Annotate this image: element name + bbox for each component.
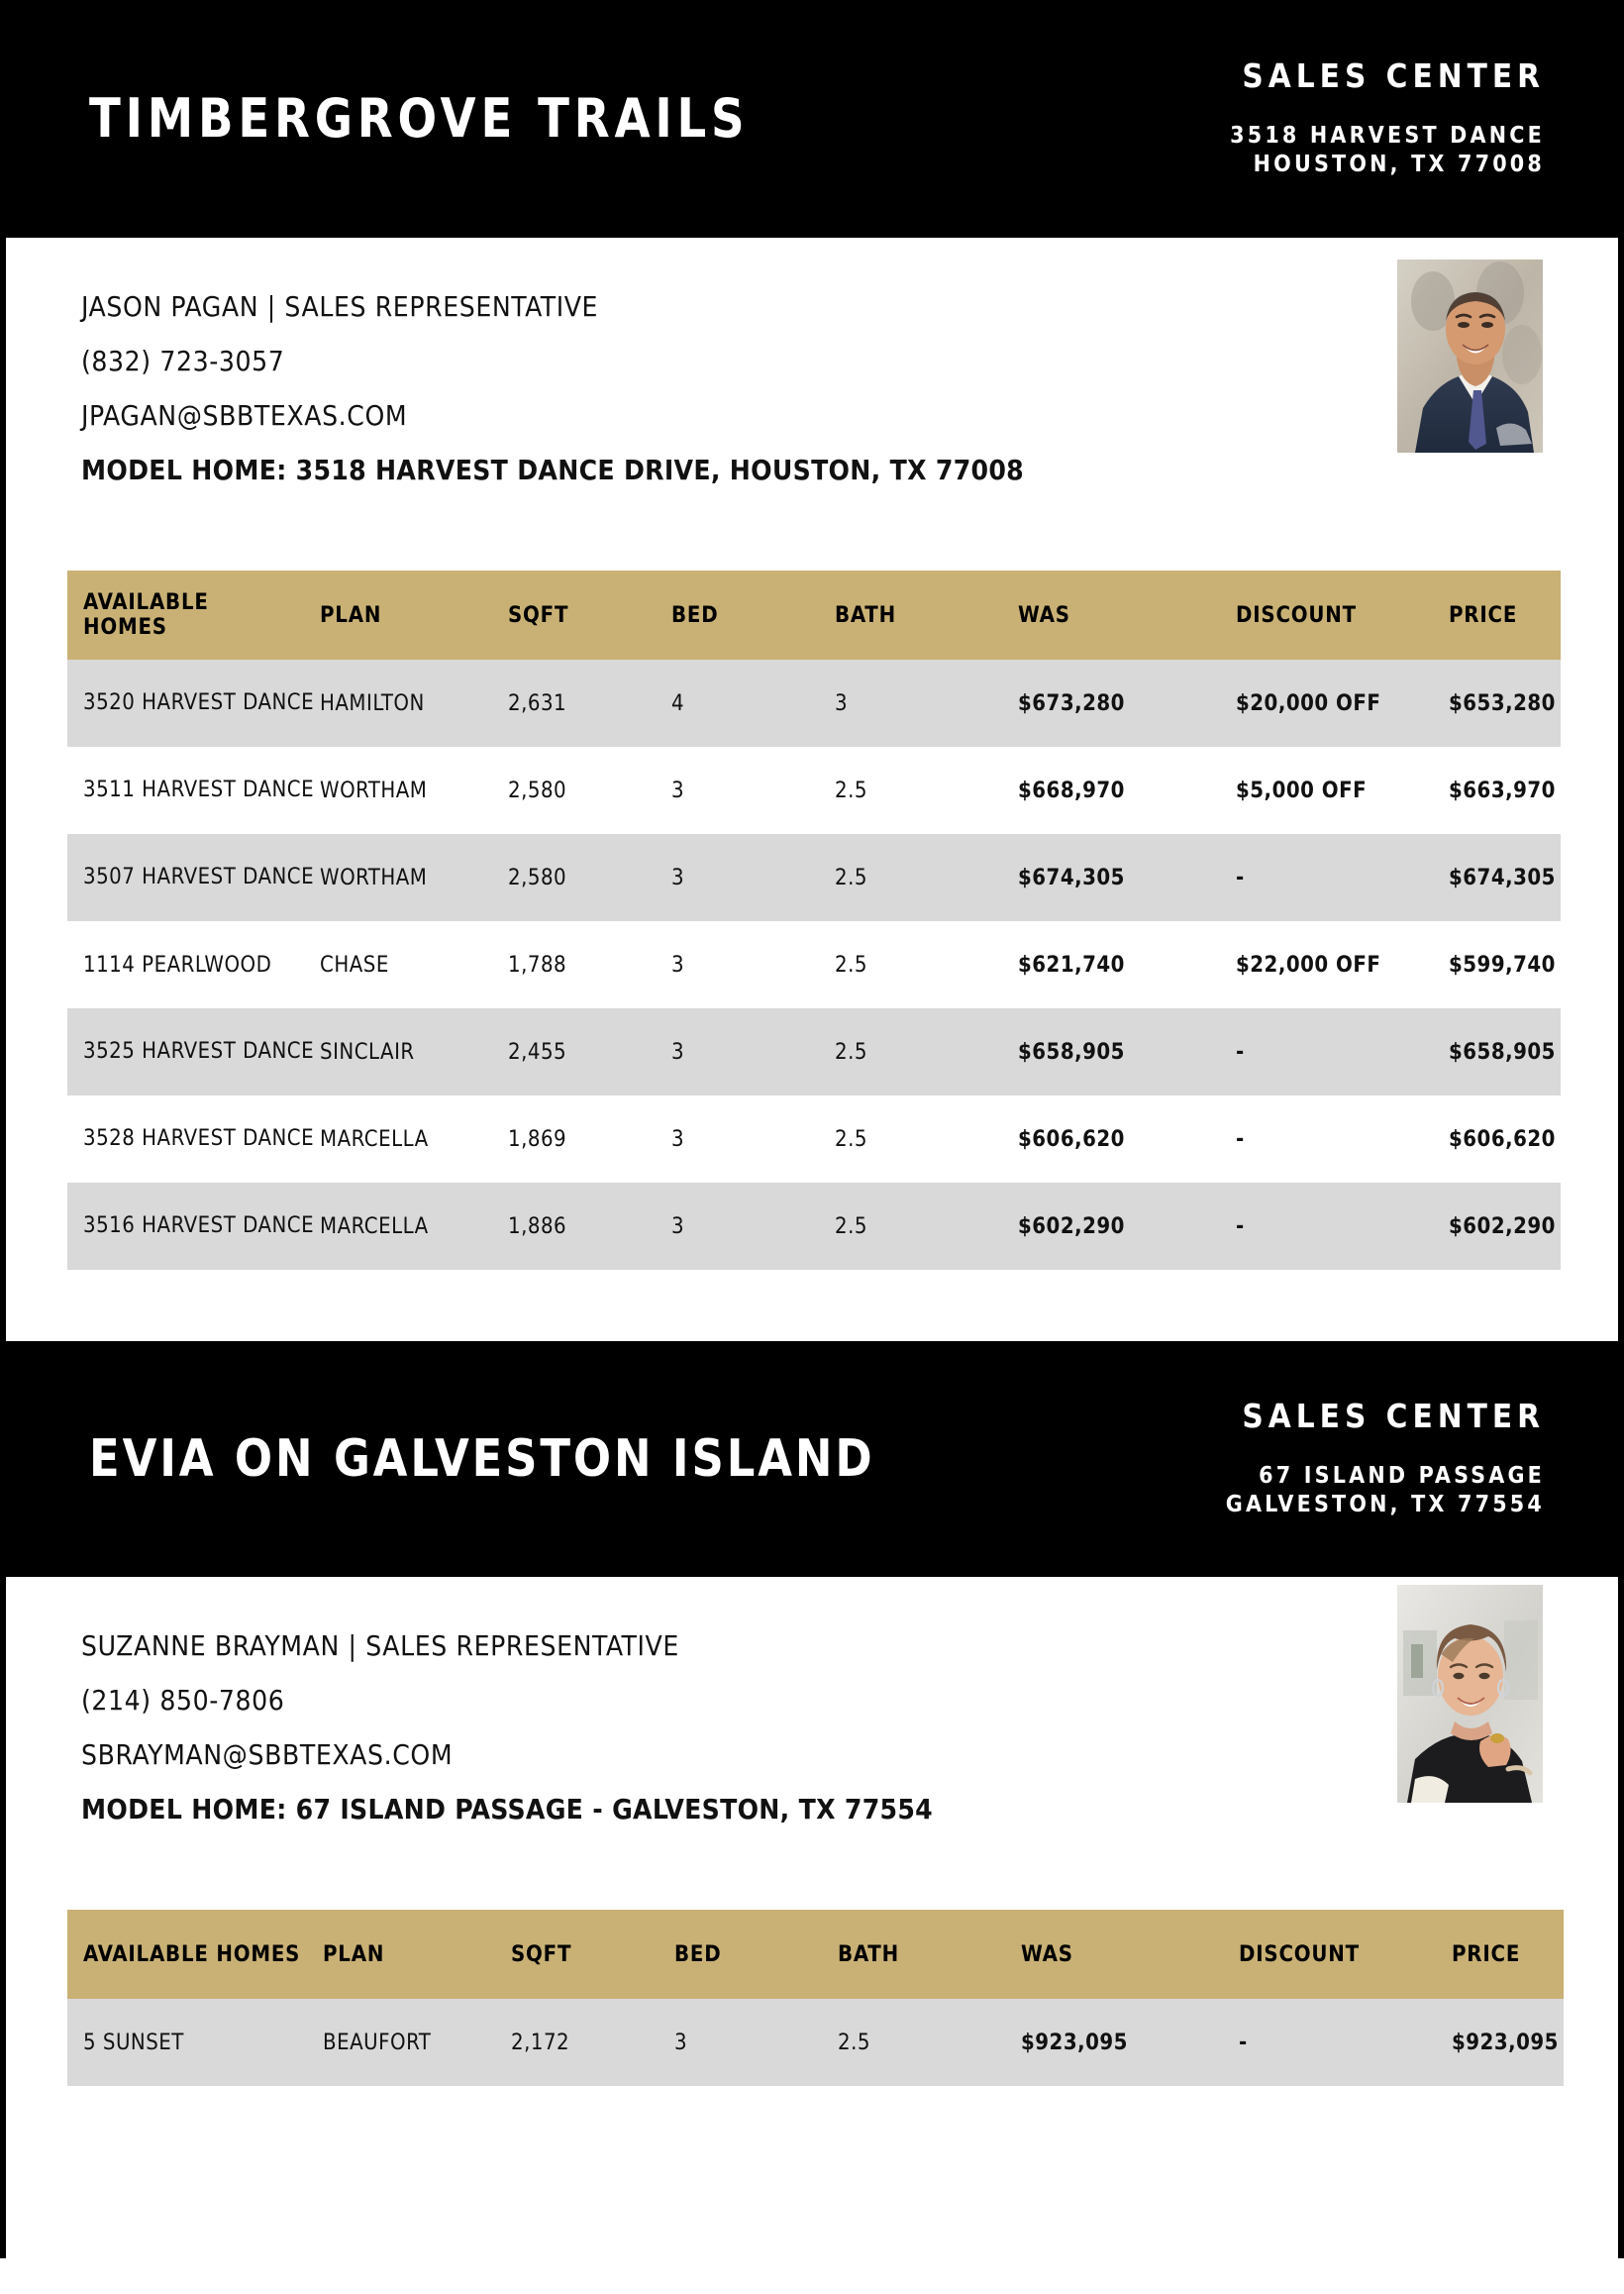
cell-discount: -: [1236, 1183, 1449, 1270]
col-header-price: PRICE: [1452, 1910, 1564, 1999]
table-row: [67, 921, 1561, 1008]
table-header-row: [67, 571, 1561, 660]
cell-bath: 3: [835, 660, 1018, 747]
table-row: [67, 1999, 1564, 2086]
cell-sqft: 2,580: [508, 747, 671, 834]
available-homes-table-evia: [67, 1910, 1564, 2086]
table-row: [67, 1183, 1561, 1270]
agent-email[interactable]: SBRAYMAN@SBBTEXAS.COM: [81, 1738, 454, 1771]
table-header-row: [67, 1910, 1564, 1999]
cell-price: $606,620: [1449, 1095, 1561, 1183]
cell-plan: WORTHAM: [320, 747, 508, 834]
cell-plan: MARCELLA: [320, 1095, 508, 1183]
headshot-image-woman: [1397, 1585, 1543, 1803]
table-body: [67, 660, 1561, 1270]
cell-plan: HAMILTON: [320, 660, 508, 747]
col-header-sqft: SQFT: [508, 571, 671, 660]
cell-bed: 3: [671, 921, 835, 1008]
cell-discount: -: [1236, 1095, 1449, 1183]
agent-name-role: JASON PAGAN | SALES REPRESENTATIVE: [81, 290, 599, 323]
cell-discount: -: [1236, 1008, 1449, 1095]
sales-center-label: SALES CENTER: [1242, 1396, 1545, 1435]
col-header-line2: HOMES: [83, 615, 167, 640]
agent-name-role: SUZANNE BRAYMAN | SALES REPRESENTATIVE: [81, 1629, 679, 1662]
table-head: [67, 571, 1561, 660]
agent-headshot-photo: [1397, 1585, 1543, 1803]
sales-center-address: [1230, 122, 1545, 179]
cell-plan: BEAUFORT: [323, 1999, 511, 2086]
available-homes-table-timbergrove: [67, 571, 1561, 1270]
cell-discount: $20,000 OFF: [1236, 660, 1449, 747]
agent-phone[interactable]: (214) 850-7806: [81, 1684, 285, 1717]
col-header-bath: BATH: [835, 571, 1018, 660]
cell-sqft: 2,631: [508, 660, 671, 747]
cell-was: $674,305: [1018, 834, 1236, 921]
cell-bed: 4: [671, 660, 835, 747]
section-spacer: [0, 1270, 1624, 1341]
cell-home: 3516 HARVEST DANCE: [67, 1183, 320, 1270]
section-body-timbergrove: [0, 238, 1624, 1341]
cell-was: $602,290: [1018, 1183, 1236, 1270]
cell-home: 1114 PEARLWOOD: [67, 921, 320, 1008]
table-body: [67, 1999, 1564, 2086]
headshot-image-man: [1397, 260, 1543, 453]
table-row: [67, 1008, 1561, 1095]
agent-headshot-photo: [1397, 260, 1543, 453]
col-header-available-homes: [67, 571, 320, 660]
cell-plan: CHASE: [320, 921, 508, 1008]
col-header-bed: BED: [671, 571, 835, 660]
cell-bath: 2.5: [835, 834, 1018, 921]
cell-bed: 3: [671, 747, 835, 834]
cell-sqft: 1,788: [508, 921, 671, 1008]
sales-center-address-line2: GALVESTON, TX 77554: [1225, 1491, 1545, 1517]
cell-was: $923,095: [1021, 1999, 1239, 2086]
sales-center-block: [1230, 55, 1545, 179]
sales-center-address-line1: 3518 HARVEST DANCE: [1230, 122, 1545, 149]
col-header-bath: BATH: [838, 1910, 1021, 1999]
listing-table-wrap-1: [67, 571, 1561, 1270]
cell-plan: WORTHAM: [320, 834, 508, 921]
table-row: [67, 747, 1561, 834]
community-banner-timbergrove: [0, 0, 1624, 238]
cell-sqft: 1,886: [508, 1183, 671, 1270]
cell-bath: 2.5: [838, 1999, 1021, 2086]
section-body-evia: [0, 1577, 1624, 2294]
sales-center-block: [1225, 1396, 1545, 1519]
cell-price: $658,905: [1449, 1008, 1561, 1095]
cell-bath: 2.5: [835, 747, 1018, 834]
col-header-discount: DISCOUNT: [1236, 571, 1449, 660]
cell-price: $663,970: [1449, 747, 1561, 834]
table-head: [67, 1910, 1564, 1999]
cell-home: 3511 HARVEST DANCE: [67, 747, 320, 834]
table-row: [67, 660, 1561, 747]
cell-bed: 3: [674, 1999, 838, 2086]
cell-home: 5 SUNSET: [67, 1999, 323, 2086]
agent-email[interactable]: JPAGAN@SBBTEXAS.COM: [81, 399, 408, 432]
col-header-discount: DISCOUNT: [1239, 1910, 1452, 1999]
community-title: EVIA ON GALVESTON ISLAND: [89, 1429, 875, 1489]
cell-was: $658,905: [1018, 1008, 1236, 1095]
community-banner-evia: [0, 1341, 1624, 1577]
cell-sqft: 2,455: [508, 1008, 671, 1095]
page-right-border: [1618, 0, 1624, 2258]
table-row: [67, 1095, 1561, 1183]
col-header-line1: AVAILABLE: [83, 590, 209, 615]
cell-was: $621,740: [1018, 921, 1236, 1008]
cell-bath: 2.5: [835, 1008, 1018, 1095]
cell-home: 3507 HARVEST DANCE: [67, 834, 320, 921]
cell-home: 3525 HARVEST DANCE: [67, 1008, 320, 1095]
cell-bath: 2.5: [835, 1183, 1018, 1270]
agent-contact-block-1: [0, 238, 1624, 541]
col-header-bed: BED: [674, 1910, 838, 1999]
col-header-sqft: SQFT: [511, 1910, 674, 1999]
cell-discount: -: [1236, 834, 1449, 921]
cell-home: 3528 HARVEST DANCE: [67, 1095, 320, 1183]
cell-plan: SINCLAIR: [320, 1008, 508, 1095]
sales-center-address-line2: HOUSTON, TX 77008: [1253, 151, 1545, 177]
cell-sqft: 2,172: [511, 1999, 674, 2086]
cell-bed: 3: [671, 834, 835, 921]
agent-phone[interactable]: (832) 723-3057: [81, 345, 285, 377]
model-home-address: MODEL HOME: 3518 HARVEST DANCE DRIVE, HOUSTON, TX 77008: [81, 454, 1024, 486]
community-title: TIMBERGROVE TRAILS: [89, 87, 750, 150]
model-home-address: MODEL HOME: 67 ISLAND PASSAGE - GALVESTON, TX 77554: [81, 1793, 934, 1825]
cell-discount: $22,000 OFF: [1236, 921, 1449, 1008]
listing-table-wrap-2: [67, 1910, 1561, 2086]
cell-price: $599,740: [1449, 921, 1561, 1008]
col-header-was: WAS: [1018, 571, 1236, 660]
cell-was: $606,620: [1018, 1095, 1236, 1183]
page-bottom-spacer: [0, 2086, 1624, 2294]
sales-center-label: SALES CENTER: [1242, 55, 1545, 95]
cell-was: $673,280: [1018, 660, 1236, 747]
sales-center-address-line1: 67 ISLAND PASSAGE: [1259, 1462, 1545, 1489]
sales-center-address: [1226, 1462, 1545, 1519]
cell-bed: 3: [671, 1008, 835, 1095]
cell-price: $602,290: [1449, 1183, 1561, 1270]
col-header-plan: PLAN: [320, 571, 508, 660]
cell-sqft: 2,580: [508, 834, 671, 921]
cell-bath: 2.5: [835, 921, 1018, 1008]
cell-home: 3520 HARVEST DANCE: [67, 660, 320, 747]
cell-discount: $5,000 OFF: [1236, 747, 1449, 834]
cell-price: $653,280: [1449, 660, 1561, 747]
col-header-was: WAS: [1021, 1910, 1239, 1999]
agent-contact-block-2: [0, 1577, 1624, 1880]
cell-bath: 2.5: [835, 1095, 1018, 1183]
cell-bed: 3: [671, 1095, 835, 1183]
page-left-border: [0, 0, 6, 2258]
col-header-available-homes: AVAILABLE HOMES: [67, 1910, 323, 1999]
cell-sqft: 1,869: [508, 1095, 671, 1183]
col-header-plan: PLAN: [323, 1910, 511, 1999]
cell-bed: 3: [671, 1183, 835, 1270]
col-header-price: PRICE: [1449, 571, 1561, 660]
cell-was: $668,970: [1018, 747, 1236, 834]
cell-plan: MARCELLA: [320, 1183, 508, 1270]
cell-price: $674,305: [1449, 834, 1561, 921]
table-row: [67, 834, 1561, 921]
cell-price: $923,095: [1452, 1999, 1564, 2086]
cell-discount: -: [1239, 1999, 1452, 2086]
